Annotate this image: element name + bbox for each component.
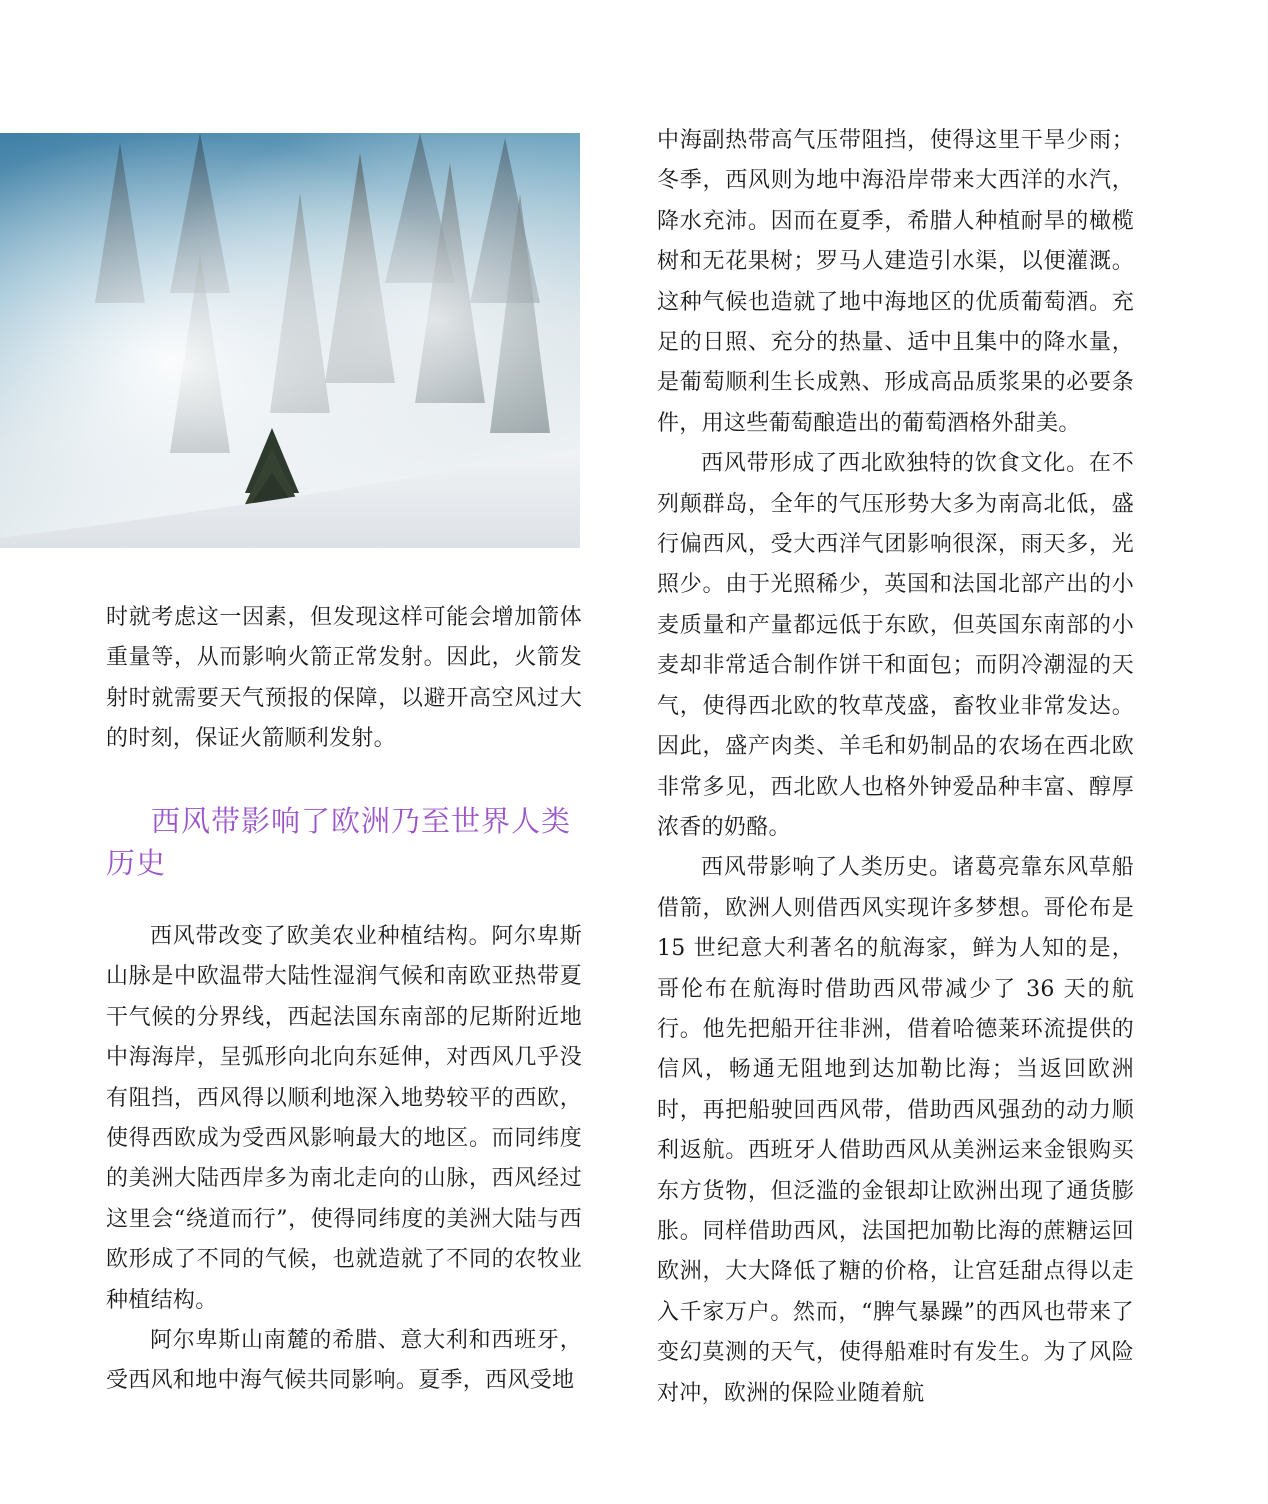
continued-paragraph: 中海副热带高气压带阻挡，使得这里干旱少雨；冬季，西风则为地中海沿岸带来大西洋的水汽，降水充沛。因而在夏季，希腊人种植耐旱的橄榄树和无花果树；罗马人建造引水渠，以便灌溉。这种气候也造就了地中海地区的优质葡萄酒。充足的日照、充分的热量、适中且集中的降水量，是葡萄顺利生长成熟、形成高品质浆果的必要条件，用这些葡萄酿造出的葡萄酒格外甜美。 [657, 128, 1134, 436]
continued-paragraph: 时就考虑这一因素，但发现这样可能会增加箭体重量等，从而影响火箭正常发射。因此，火箭发射时就需要天气预报的保障，以避开高空风过大的时刻，保证火箭顺利发射。 [106, 605, 582, 752]
paragraph: 西风带形成了西北欧独特的饮食文化。在不列颠群岛，全年的气压形势大多为南高北低，盛行偏西风，受大西洋气团影响很深，雨天多，光照少。由于光照稀少，英国和法国北部产出的小麦质量和产量都远低于东欧，但英国东南部的小麦却非常适合制作饼干和面包；而阴冷潮湿的天气，使得西北欧的牧草茂盛，畜牧业非常发达。因此，盛产肉类、羊毛和奶制品的农场在西北欧非常多见，西北欧人也格外钟爱品种丰富、醇厚浓香的奶酪。 [657, 451, 1134, 840]
left-column-bottom-text [106, 917, 582, 1402]
right-column-text [657, 121, 1134, 1414]
paragraph: 阿尔卑斯山南麓的希腊、意大利和西班牙，受西风和地中海气候共同影响。夏季，西风受地 [106, 1328, 582, 1394]
snowy-forest-photo [0, 133, 580, 548]
paragraph: 西风带改变了欧美农业种植结构。阿尔卑斯山脉是中欧温带大陆性湿润气候和南欧亚热带夏干气候的分界线，西起法国东南部的尼斯附近地中海海岸，呈弧形向北向东延伸，对西风几乎没有阻挡，西风得以顺利地深入地势较平的西欧，使得西欧成为受西风影响最大的地区。而同纬度的美洲大陆西岸多为南北走向的山脉，西风经过这里会“绕道而行”，使得同纬度的美洲大陆与西欧形成了不同的气候，也就造就了不同的农牧业种植结构。 [106, 924, 582, 1313]
section-heading: 西风带影响了欧洲乃至世界人类历史 [106, 804, 571, 880]
paragraph: 西风带影响了人类历史。诸葛亮靠东风草船借箭，欧洲人则借西风实现许多梦想。哥伦布是 15 世纪意大利著名的航海家，鲜为人知的是，哥伦布在航海时借助西风带减少了 36 天的航行。他先把船开往非洲，借着哈德莱环流提供的信风，畅通无阻地到达加勒比海；当返回欧洲时，再把船驶回西风带，借助西风强劲的动力顺利返航。西班牙人借助西风从美洲运来金银购买东方货物，但泛滥的金银却让欧洲出现了通货膨胀。同样借助西风，法国把加勒比海的蔗糖运回欧洲，大大降低了糖的价格，让宫廷甜点得以走入千家万户。然而，“脾气暴躁”的西风也带来了变幻莫测的天气，使得船难时有发生。为了风险对冲，欧洲的保险业随着航 [657, 855, 1134, 1406]
left-column-top-text [106, 598, 582, 760]
